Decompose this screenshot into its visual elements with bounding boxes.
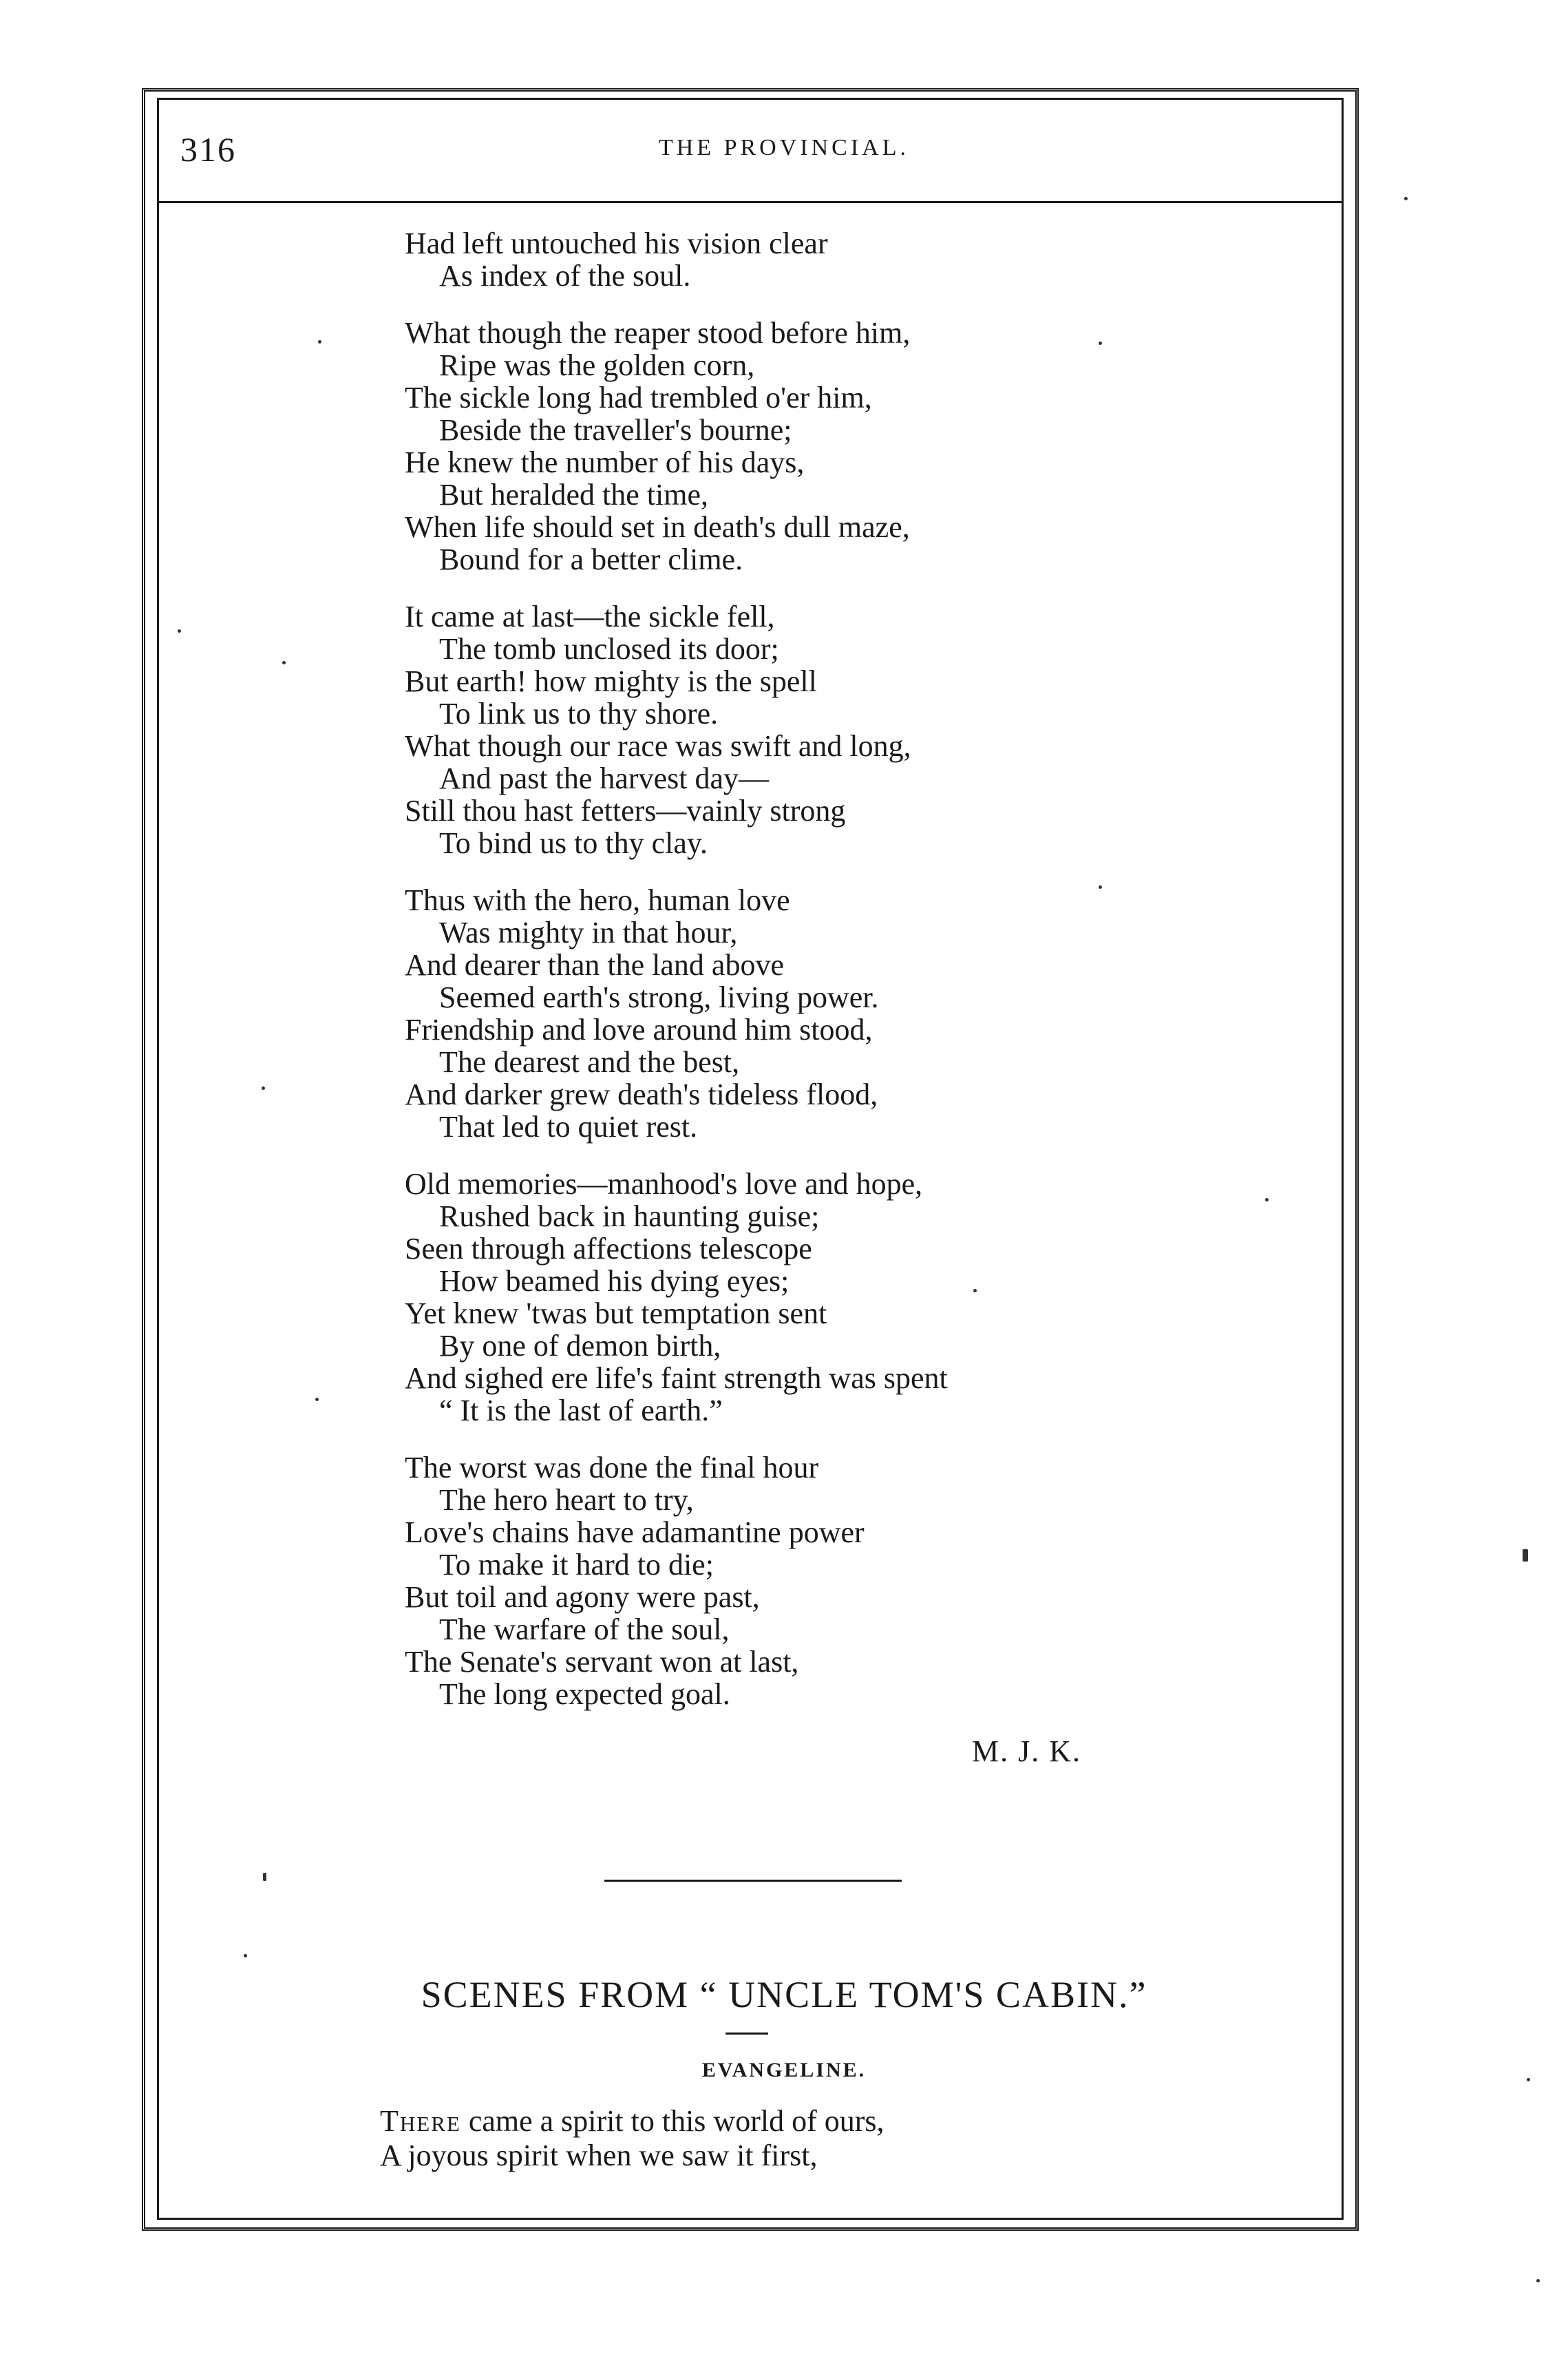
poem-line: But toil and agony were past, (405, 1580, 760, 1614)
poem-line: To make it hard to die; (439, 1548, 714, 1582)
poem-line: Old memories—manhood's love and hope, (405, 1167, 923, 1201)
scan-speck (178, 629, 181, 633)
poem-line: Yet knew 'twas but temptation sent (405, 1296, 827, 1330)
poem-line: How beamed his dying eyes; (439, 1264, 790, 1298)
body-line: A joyous spirit when we saw it first, (380, 2139, 818, 2172)
poem-line: The dearest and the best, (439, 1045, 740, 1079)
poem-line: By one of demon birth, (439, 1329, 721, 1363)
poem-line: Seen through affections telescope (405, 1232, 812, 1265)
poem-line: The sickle long had trembled o'er him, (405, 381, 872, 414)
poem-line: Still thou hast fetters—vainly strong (405, 794, 846, 828)
poem-line: The tomb unclosed its door; (439, 632, 779, 666)
scan-speck (1523, 1549, 1528, 1562)
scan-speck (315, 1398, 319, 1401)
scan-speck (263, 1873, 266, 1881)
header-rule (157, 201, 1344, 203)
poem-line: The Senate's servant won at last, (405, 1645, 799, 1679)
poem-line: He knew the number of his days, (405, 445, 805, 479)
poem-line: As index of the soul. (439, 259, 691, 293)
scan-speck (1404, 197, 1408, 200)
scan-speck (318, 340, 321, 344)
poem-line: The warfare of the soul, (439, 1613, 730, 1646)
poem-line: But earth! how mighty is the spell (405, 664, 817, 698)
poem-line: But heralded the time, (439, 478, 708, 512)
scan-speck (262, 1086, 265, 1090)
poem-line: And past the harvest day— (439, 762, 769, 795)
section-divider (604, 1880, 902, 1882)
poem-line: Had left untouched his vision clear (405, 227, 828, 260)
stanza (405, 600, 948, 859)
scan-speck (1099, 885, 1102, 889)
poem-line: Seemed earth's strong, living power. (439, 980, 879, 1014)
poem-signature: M. J. K. (972, 1734, 1082, 1768)
stanza (405, 227, 948, 292)
scan-speck (1265, 1198, 1269, 1201)
poem-line: Love's chains have adamantine power (405, 1515, 865, 1549)
poem (405, 227, 948, 1735)
poem-line: What though our race was swift and long, (405, 729, 911, 763)
scan-speck (1099, 342, 1102, 345)
poem-line: That led to quiet rest. (439, 1110, 698, 1144)
scan-speck (973, 1289, 977, 1292)
poem-line: Bound for a better clime. (439, 543, 743, 576)
poem-line: The long expected goal. (439, 1677, 730, 1711)
poem-line: What though the reaper stood before him, (405, 316, 911, 350)
scan-speck (282, 661, 286, 664)
poem-line: The worst was done the final hour (405, 1451, 819, 1484)
poem-line: Thus with the hero, human love (405, 883, 790, 917)
article-title: SCENES FROM “ UNCLE TOM'S CABIN.” (421, 1974, 1147, 2015)
poem-line: When life should set in death's dull maze, (405, 510, 910, 544)
scan-speck (244, 1954, 247, 1957)
poem-line: It came at last—the sickle fell, (405, 600, 775, 633)
scan-speck (1527, 2078, 1530, 2081)
poem-line: The hero heart to try, (439, 1483, 694, 1517)
poem-line: And sighed ere life's faint strength was spent (405, 1361, 948, 1395)
poem-line: To bind us to thy clay. (439, 826, 708, 860)
poem-line: To link us to thy shore. (439, 697, 719, 731)
poem-line: Friendship and love around him stood, (405, 1013, 873, 1047)
stanza (405, 317, 948, 576)
stanza (405, 1451, 948, 1710)
page-number: 316 (180, 130, 236, 169)
poem-line: Was mighty in that hour, (439, 916, 738, 949)
stanza (405, 1168, 948, 1427)
running-head: THE PROVINCIAL. (659, 135, 909, 160)
poem-line: And darker grew death's tideless flood, (405, 1078, 878, 1111)
title-underline-rule (725, 2033, 768, 2035)
body-line (380, 2104, 884, 2139)
scan-speck (1536, 2279, 1540, 2282)
stanza (405, 884, 948, 1143)
article-body (380, 2104, 884, 2173)
poem-line: Beside the traveller's bourne; (439, 413, 792, 447)
article-subtitle: EVANGELINE. (701, 2059, 867, 2081)
poem-line: Rushed back in haunting guise; (439, 1199, 820, 1233)
poem-line: And dearer than the land above (405, 948, 784, 982)
drop-word: There (380, 2104, 461, 2138)
poem-line: Ripe was the golden corn, (439, 348, 755, 382)
body-line-rest: came a spirit to this world of ours, (460, 2104, 884, 2138)
poem-line: “ It is the last of earth.” (439, 1394, 723, 1427)
